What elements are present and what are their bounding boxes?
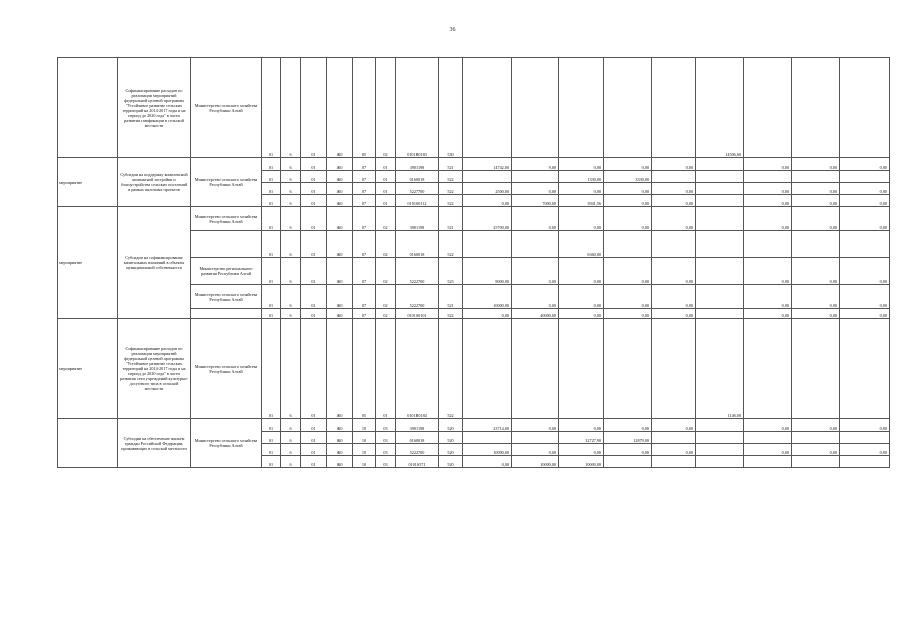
table-cell bbox=[696, 183, 744, 195]
table-cell bbox=[696, 444, 744, 456]
table-cell: Ж0 bbox=[327, 207, 353, 231]
table-cell: 530 bbox=[439, 58, 463, 158]
table-cell: 6 bbox=[281, 231, 301, 258]
table-cell: 01 bbox=[301, 285, 327, 309]
table-cell: Ж0 bbox=[327, 195, 353, 207]
event-type-cell: мероприятие bbox=[58, 207, 118, 319]
table-cell: 02 bbox=[376, 285, 396, 309]
table-cell: 521 bbox=[439, 285, 463, 309]
table-cell: 6360,00 bbox=[559, 231, 604, 258]
table-cell: 01 bbox=[301, 195, 327, 207]
table-cell: Ж0 bbox=[327, 158, 353, 171]
table-cell bbox=[840, 319, 890, 419]
table-cell: 12879,00 bbox=[604, 432, 652, 444]
table-cell: Ж0 bbox=[327, 171, 353, 183]
table-cell: 0,00 bbox=[840, 258, 890, 285]
table-cell: 5222700 bbox=[396, 258, 439, 285]
table-cell: Ж0 bbox=[327, 231, 353, 258]
table-cell bbox=[696, 456, 744, 468]
ministry-cell: Министерство регионального развития Республики Алтай bbox=[191, 258, 262, 285]
table-cell: 3330,00 bbox=[604, 171, 652, 183]
event-type-cell: мероприятие bbox=[58, 158, 118, 207]
table-cell: 6 bbox=[281, 171, 301, 183]
table-cell: 0,00 bbox=[652, 158, 696, 171]
table-cell bbox=[652, 58, 696, 158]
table-cell: 01 bbox=[376, 158, 396, 171]
table-cell: 01 bbox=[262, 444, 281, 456]
table-cell: Ж0 bbox=[327, 309, 353, 319]
table-cell: 02 bbox=[376, 309, 396, 319]
table-cell bbox=[604, 231, 652, 258]
table-cell: 0,00 bbox=[744, 183, 792, 195]
event-description-cell: Субсидии на поддержку комплексной компактной застройки и благоустройства сельских поселений в рамках пилотных проектов bbox=[118, 158, 191, 207]
table-cell bbox=[696, 231, 744, 258]
table-cell: 0,00 bbox=[604, 419, 652, 432]
table-cell: 0,00 bbox=[792, 207, 840, 231]
table-cell: 01 bbox=[301, 309, 327, 319]
table-cell: 0,00 bbox=[559, 444, 604, 456]
table-row bbox=[58, 319, 890, 419]
table-cell: 0,00 bbox=[559, 158, 604, 171]
table-cell bbox=[696, 285, 744, 309]
table-cell: 01 bbox=[376, 319, 396, 419]
table-cell bbox=[652, 456, 696, 468]
table-cell bbox=[840, 231, 890, 258]
table-cell: 6 bbox=[281, 319, 301, 419]
table-cell bbox=[652, 231, 696, 258]
table-cell: Ж0 bbox=[327, 319, 353, 419]
table-cell: 0101S571 bbox=[396, 456, 439, 468]
table-cell: Ж0 bbox=[327, 258, 353, 285]
table-cell: 02 bbox=[376, 231, 396, 258]
table-cell bbox=[744, 432, 792, 444]
table-cell: 01 bbox=[301, 258, 327, 285]
table-cell: 0,00 bbox=[792, 258, 840, 285]
table-cell: 0,00 bbox=[652, 419, 696, 432]
table-cell: 0,00 bbox=[512, 207, 559, 231]
table-cell bbox=[744, 171, 792, 183]
table-cell: 522 bbox=[439, 319, 463, 419]
event-type-cell bbox=[58, 419, 118, 468]
table-cell bbox=[792, 319, 840, 419]
table-cell: 01 bbox=[262, 285, 281, 309]
table-cell: 10 bbox=[353, 419, 376, 432]
table-cell: 0,00 bbox=[559, 258, 604, 285]
table-cell bbox=[512, 432, 559, 444]
table-cell bbox=[512, 319, 559, 419]
table-cell: 10 bbox=[353, 456, 376, 468]
ministry-cell: Министерство сельского хозяйства Республики Алтай bbox=[191, 319, 262, 419]
table-cell: 14506,60 bbox=[696, 58, 744, 158]
table-cell: 0,00 bbox=[744, 419, 792, 432]
table-cell: 0,00 bbox=[604, 258, 652, 285]
table-cell: 0,00 bbox=[840, 195, 890, 207]
table-cell bbox=[512, 231, 559, 258]
table-cell: 2500,00 bbox=[463, 183, 512, 195]
table-cell bbox=[792, 171, 840, 183]
table-cell bbox=[652, 171, 696, 183]
table-cell: 1330,00 bbox=[559, 171, 604, 183]
table-cell: 03 bbox=[376, 419, 396, 432]
table-cell: 07 bbox=[353, 231, 376, 258]
table-cell bbox=[696, 432, 744, 444]
table-cell: 0,00 bbox=[559, 419, 604, 432]
table-cell: 0,00 bbox=[792, 183, 840, 195]
table-cell: 5222700 bbox=[396, 444, 439, 456]
event-description-cell: Софинансирование расходов по реализации мероприятий федеральной целевой программы "Устойчивое развитие сельских территорий на 2014-2017 годы и на период до 2020 года" в части развития газификации в сельской местности bbox=[118, 58, 191, 158]
table-cell: 0,00 bbox=[792, 419, 840, 432]
table-cell: 522 bbox=[439, 183, 463, 195]
event-type-cell bbox=[58, 58, 118, 158]
table-cell: 6 bbox=[281, 195, 301, 207]
table-cell: 0,00 bbox=[559, 285, 604, 309]
table-cell: 07 bbox=[353, 195, 376, 207]
table-cell: Ж0 bbox=[327, 419, 353, 432]
table-cell: 0,00 bbox=[463, 195, 512, 207]
table-cell: 0,00 bbox=[652, 309, 696, 319]
table-cell: 522 bbox=[439, 195, 463, 207]
table-cell: 3901198 bbox=[396, 419, 439, 432]
table-cell: 01 bbox=[301, 207, 327, 231]
table-cell: 0160018 bbox=[396, 432, 439, 444]
table-cell: 523 bbox=[439, 258, 463, 285]
event-type-cell: мероприятие bbox=[58, 319, 118, 419]
ministry-cell: Министерство сельского хозяйства Республики Алтай bbox=[191, 207, 262, 231]
table-cell bbox=[792, 58, 840, 158]
table-cell: 6 bbox=[281, 158, 301, 171]
table-cell bbox=[792, 432, 840, 444]
table-cell: 03 bbox=[376, 432, 396, 444]
event-description-cell: Субсидии на софинансирование капитальных вложений в объекты муниципальной собственности bbox=[118, 207, 191, 319]
table-cell: 0,00 bbox=[604, 444, 652, 456]
table-cell bbox=[792, 456, 840, 468]
table-cell: 0160018 bbox=[396, 231, 439, 258]
table-cell: 01 bbox=[301, 444, 327, 456]
table-cell: Ж0 bbox=[327, 456, 353, 468]
table-cell bbox=[512, 58, 559, 158]
table-cell: 6 bbox=[281, 309, 301, 319]
table-cell: 1146,00 bbox=[696, 319, 744, 419]
table-cell bbox=[840, 171, 890, 183]
table-cell: 14742,00 bbox=[463, 158, 512, 171]
table-cell: 0,00 bbox=[840, 444, 890, 456]
table-cell: 0,00 bbox=[604, 285, 652, 309]
table-cell bbox=[512, 171, 559, 183]
table-cell: 01 bbox=[262, 195, 281, 207]
table-cell: Ж0 bbox=[327, 444, 353, 456]
table-cell: 85 bbox=[353, 58, 376, 158]
table-cell: 01 bbox=[301, 419, 327, 432]
table-cell bbox=[696, 258, 744, 285]
table-cell: 0,00 bbox=[744, 158, 792, 171]
table-cell: 01 bbox=[262, 309, 281, 319]
table-cell: 6 bbox=[281, 58, 301, 158]
table-row bbox=[58, 207, 890, 231]
table-cell: 0,00 bbox=[652, 444, 696, 456]
ministry-cell bbox=[191, 309, 262, 319]
table-cell bbox=[463, 58, 512, 158]
table-cell: 0,00 bbox=[463, 309, 512, 319]
ministry-cell bbox=[191, 231, 262, 258]
table-cell: 10000,00 bbox=[512, 456, 559, 468]
table-cell: 0,00 bbox=[652, 195, 696, 207]
table-cell: 0,00 bbox=[840, 207, 890, 231]
table-cell: 0,00 bbox=[512, 285, 559, 309]
table-cell: 6 bbox=[281, 432, 301, 444]
table-cell: 0,00 bbox=[652, 285, 696, 309]
budget-table bbox=[57, 57, 890, 468]
table-cell: 5227700 bbox=[396, 183, 439, 195]
table-cell: 0,00 bbox=[652, 207, 696, 231]
table-cell bbox=[696, 309, 744, 319]
table-cell: 23714,00 bbox=[463, 419, 512, 432]
table-cell: 0,00 bbox=[744, 258, 792, 285]
table-cell bbox=[604, 456, 652, 468]
page-number: 36 bbox=[449, 27, 456, 33]
table-cell: 0,00 bbox=[559, 309, 604, 319]
table-cell: 0,00 bbox=[512, 419, 559, 432]
table-cell: 6 bbox=[281, 183, 301, 195]
table-cell: 0,00 bbox=[792, 195, 840, 207]
table-cell: 520 bbox=[439, 444, 463, 456]
table-cell: 01 bbox=[262, 258, 281, 285]
table-cell: 5222700 bbox=[396, 285, 439, 309]
ministry-cell: Министерство сельского хозяйства Республики Алтай bbox=[191, 285, 262, 309]
table-cell bbox=[559, 58, 604, 158]
table-cell bbox=[840, 432, 890, 444]
table-cell: 03 bbox=[376, 444, 396, 456]
table-cell: 02 bbox=[376, 258, 396, 285]
table-cell: 01 bbox=[301, 171, 327, 183]
table-cell: 0101R0183 bbox=[396, 58, 439, 158]
table-cell: 3901198 bbox=[396, 158, 439, 171]
table-cell: 0101R0184 bbox=[396, 319, 439, 419]
table-cell bbox=[604, 319, 652, 419]
table-cell: 0,00 bbox=[604, 195, 652, 207]
table-cell: 07 bbox=[353, 171, 376, 183]
table-cell: 01 bbox=[301, 319, 327, 419]
table-cell: 6 bbox=[281, 444, 301, 456]
table-cell bbox=[463, 231, 512, 258]
table-cell: 0101S0112 bbox=[396, 195, 439, 207]
table-cell: 03 bbox=[376, 456, 396, 468]
table-row bbox=[58, 158, 890, 171]
event-description-cell: Софинансирование расходов по реализации мероприятий федеральной целевой программы "Устойчивое развитие сельских территорий на 2014-2017 годы и на период до 2020 года" в части развития сети учреждений культурно-досугового типа в сельской местности bbox=[118, 319, 191, 419]
table-cell: 0,00 bbox=[604, 207, 652, 231]
table-cell: 3941,56 bbox=[559, 195, 604, 207]
table-cell bbox=[696, 158, 744, 171]
table-cell bbox=[604, 58, 652, 158]
table-cell: Ж0 bbox=[327, 432, 353, 444]
table-cell: 6 bbox=[281, 419, 301, 432]
table-cell: 7000,00 bbox=[512, 195, 559, 207]
table-cell: 32727,90 bbox=[559, 432, 604, 444]
table-cell bbox=[840, 58, 890, 158]
table-cell: 05 bbox=[353, 319, 376, 419]
table-cell bbox=[696, 207, 744, 231]
table-cell: 10000,00 bbox=[559, 456, 604, 468]
table-cell: 0,00 bbox=[792, 285, 840, 309]
table-cell: 0,00 bbox=[744, 444, 792, 456]
table-cell: 25700,00 bbox=[463, 207, 512, 231]
ministry-cell: Министерство сельского хозяйства Республики Алтай bbox=[191, 158, 262, 207]
table-cell: 0,00 bbox=[559, 183, 604, 195]
table-cell bbox=[559, 319, 604, 419]
table-cell: 02 bbox=[376, 58, 396, 158]
table-cell: 6 bbox=[281, 285, 301, 309]
table-cell: 0,00 bbox=[604, 309, 652, 319]
table-cell: 0,00 bbox=[744, 195, 792, 207]
table-cell: 01 bbox=[301, 183, 327, 195]
table-cell: 0160018 bbox=[396, 171, 439, 183]
table-cell: 0,00 bbox=[744, 309, 792, 319]
event-description-cell: Субсидии на обеспечение жильем граждан Российской Федерации, проживающих в сельской местности bbox=[118, 419, 191, 468]
table-cell bbox=[744, 58, 792, 158]
table-cell: 6 bbox=[281, 207, 301, 231]
table-cell: 0,00 bbox=[652, 183, 696, 195]
table-row bbox=[58, 419, 890, 432]
table-cell: 07 bbox=[353, 207, 376, 231]
table-cell: 0,00 bbox=[792, 158, 840, 171]
table-cell bbox=[652, 432, 696, 444]
table-cell: 07 bbox=[353, 285, 376, 309]
table-cell: 01 bbox=[301, 231, 327, 258]
table-cell bbox=[744, 456, 792, 468]
table-cell: 02 bbox=[376, 207, 396, 231]
table-cell: 0,00 bbox=[744, 285, 792, 309]
table-cell: 01 bbox=[262, 432, 281, 444]
table-cell bbox=[696, 171, 744, 183]
table-cell: 521 bbox=[439, 207, 463, 231]
table-cell: 01 bbox=[376, 183, 396, 195]
table-row bbox=[58, 58, 890, 158]
ministry-cell: Министерство сельского хозяйства Республики Алтай bbox=[191, 419, 262, 468]
table-cell: 10 bbox=[353, 432, 376, 444]
table-cell: 522 bbox=[439, 171, 463, 183]
table-cell: 0,00 bbox=[840, 285, 890, 309]
table-cell: 01 bbox=[262, 419, 281, 432]
table-cell bbox=[744, 231, 792, 258]
table-cell: 0,00 bbox=[840, 183, 890, 195]
table-cell: 0,00 bbox=[463, 456, 512, 468]
table-cell: 01 bbox=[262, 456, 281, 468]
table-cell: 07 bbox=[353, 309, 376, 319]
table-cell: 0,00 bbox=[604, 183, 652, 195]
table-cell bbox=[696, 419, 744, 432]
table-cell: 01 bbox=[262, 183, 281, 195]
table-cell: 07 bbox=[353, 258, 376, 285]
table-cell: 01 bbox=[262, 231, 281, 258]
table-cell bbox=[792, 231, 840, 258]
table-cell: 01 bbox=[376, 195, 396, 207]
table-cell: Ж0 bbox=[327, 183, 353, 195]
table-cell: 01 bbox=[262, 158, 281, 171]
table-cell: 520 bbox=[439, 456, 463, 468]
table-cell: 10 bbox=[353, 444, 376, 456]
table-cell: 0,00 bbox=[559, 207, 604, 231]
table-cell: 0101S0101 bbox=[396, 309, 439, 319]
table-cell: 0,00 bbox=[792, 444, 840, 456]
table-cell: 07 bbox=[353, 183, 376, 195]
table-cell: 01 bbox=[376, 171, 396, 183]
table-cell bbox=[463, 171, 512, 183]
table-cell: 520 bbox=[439, 419, 463, 432]
table-cell: 01 bbox=[301, 58, 327, 158]
table-cell: 01 bbox=[262, 171, 281, 183]
table-cell: 0,00 bbox=[840, 158, 890, 171]
table-cell: 0,00 bbox=[512, 258, 559, 285]
table-cell: 9,00 bbox=[512, 158, 559, 171]
table-cell: 3901198 bbox=[396, 207, 439, 231]
table-cell: 522 bbox=[439, 231, 463, 258]
table-cell: 01 bbox=[301, 456, 327, 468]
table-cell: 01 bbox=[262, 319, 281, 419]
table-cell bbox=[463, 319, 512, 419]
table-cell: Ж0 bbox=[327, 285, 353, 309]
table-cell: 0,00 bbox=[652, 258, 696, 285]
table-cell: 0,00 bbox=[744, 207, 792, 231]
table-cell: 522 bbox=[439, 309, 463, 319]
table-cell bbox=[652, 319, 696, 419]
table-cell: 521 bbox=[439, 158, 463, 171]
table-cell: 0,00 bbox=[512, 444, 559, 456]
table-cell: 0,00 bbox=[792, 309, 840, 319]
table-cell: 0,00 bbox=[840, 419, 890, 432]
table-cell: 6 bbox=[281, 258, 301, 285]
table-cell: 6 bbox=[281, 456, 301, 468]
table-cell: 01 bbox=[262, 207, 281, 231]
table-cell bbox=[463, 432, 512, 444]
table-cell: 0,00 bbox=[512, 183, 559, 195]
table-cell: 0,00 bbox=[840, 309, 890, 319]
table-cell: 10000,00 bbox=[463, 285, 512, 309]
table-cell: 40000,00 bbox=[512, 309, 559, 319]
table-cell bbox=[744, 319, 792, 419]
table-cell: 10000,00 bbox=[463, 444, 512, 456]
table-cell: 0,00 bbox=[604, 158, 652, 171]
table-cell bbox=[696, 195, 744, 207]
table-cell: Ж0 bbox=[327, 58, 353, 158]
table-cell: 8000,00 bbox=[463, 258, 512, 285]
table-cell: 07 bbox=[353, 158, 376, 171]
table-cell bbox=[840, 456, 890, 468]
table-cell: 01 bbox=[262, 58, 281, 158]
table-cell: 01 bbox=[301, 432, 327, 444]
table-cell: 01 bbox=[301, 158, 327, 171]
table-cell: 520 bbox=[439, 432, 463, 444]
ministry-cell: Министерство сельского хозяйства Республики Алтай bbox=[191, 58, 262, 158]
